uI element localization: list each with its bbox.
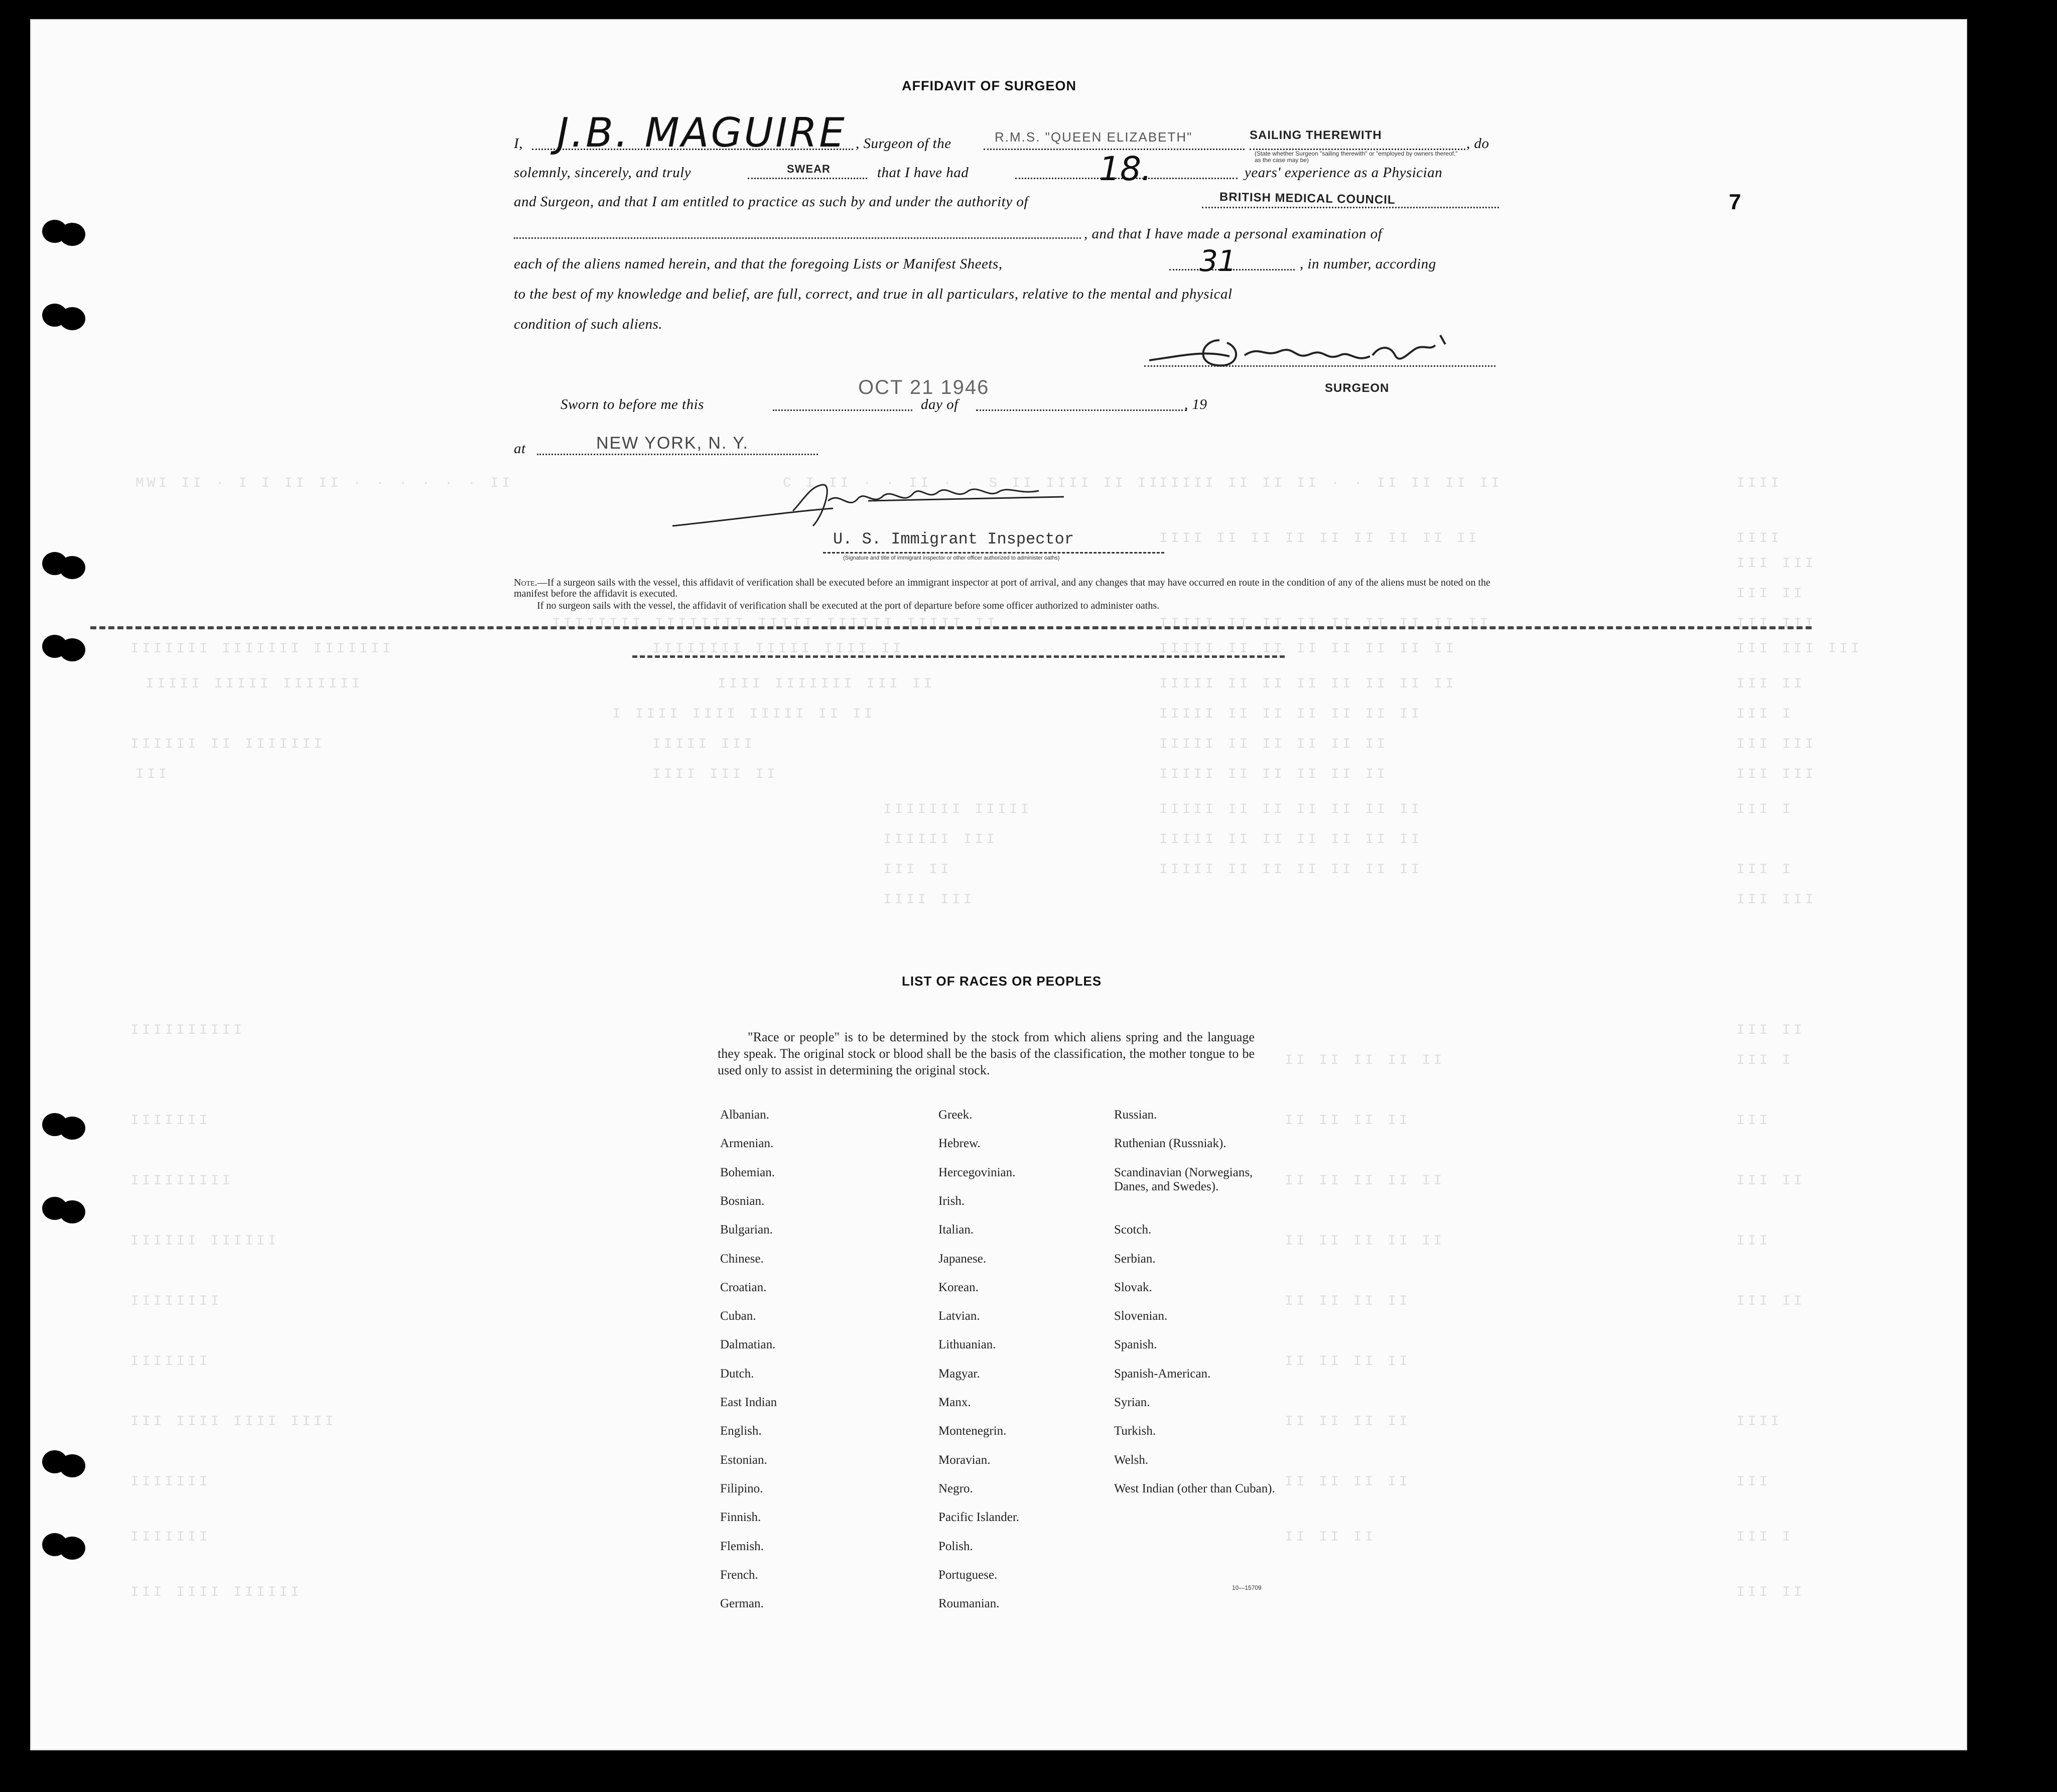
race-entry: French. (720, 1568, 758, 1582)
sheet-count: 31 (1199, 244, 1237, 278)
sworn-day-line (773, 409, 912, 411)
race-entry: Manx. (938, 1396, 971, 1409)
race-entry: Croatian. (720, 1280, 767, 1294)
surgeon-name: J.B. MAGUIRE (557, 109, 847, 156)
inspector-note: (Signature and title of immigrant inspector or other officer authorized to administer oaths) (843, 555, 1060, 561)
race-entry: Dutch. (720, 1366, 754, 1381)
authority-line-continued (514, 237, 1081, 239)
race-entry: Japanese. (938, 1252, 987, 1266)
race-entry: Filipino. (720, 1481, 763, 1495)
years-experience: 18. (1099, 150, 1152, 188)
affidavit-note-2: If no surgeon sails with the vessel, the affidavit of verification shall be executed at the port of departure before some officer authorized to administer oaths. (537, 600, 1160, 611)
race-entry: Irish. (938, 1194, 965, 1208)
place-line (537, 454, 818, 455)
oath-line (748, 178, 867, 179)
binder-hole (59, 307, 85, 330)
examination-text: , and that I have made a personal examination of (1084, 226, 1383, 242)
note-text: —If a surgeon sails with the vessel, this affidavit of verification shall be executed before an immigrant inspector at port of arrival, and any changes that may have occurred en route in the condition of any of the aliens must be noted on the manifest before the affidavit is executed. (514, 577, 1490, 599)
sailing-note: (State whether Surgeon "sailing therewith" or "employed by owners thereof," as the case may be) (1255, 150, 1458, 164)
race-entry: Scandinavian (Norwegians, Danes, and Swedes). (1114, 1165, 1253, 1193)
day-of-text: day of (921, 396, 958, 412)
race-entry: Italian. (938, 1223, 974, 1237)
note-label: Note. (514, 577, 537, 588)
race-entry: Montenegrin. (938, 1424, 1007, 1438)
binder-hole (59, 638, 85, 661)
date-stamp: OCT 21 1946 (858, 376, 990, 398)
race-entry: Roumanian. (938, 1597, 1000, 1611)
in-number-text: , in number, according (1300, 256, 1436, 272)
binder-hole (59, 1117, 85, 1140)
race-entry: Moravian. (938, 1453, 991, 1467)
solemnly-text: solemnly, sincerely, and truly (514, 165, 692, 181)
race-entry: Lithuanian. (938, 1338, 996, 1352)
at-label: at (514, 441, 526, 457)
sworn-text: Sworn to before me this (561, 396, 704, 412)
do-text: , do (1466, 135, 1489, 152)
sailing-status: SAILING THEREWITH (1250, 128, 1382, 142)
condition-text: condition of such aliens. (514, 316, 663, 332)
year-prefix: , 19 (1184, 396, 1207, 412)
races-intro: "Race or people" is to be determined by the stock from which aliens spring and the language they speak. The original stock or blood shall be the basis of the classification, the mother tongue to be used only to assist in determining the original stock. (718, 1030, 1255, 1077)
surgeon-of-the-text: , Surgeon of the (856, 135, 951, 152)
race-entry: Spanish-American. (1114, 1366, 1211, 1381)
bleed-through-rule (90, 626, 1812, 629)
race-entry: Slovak. (1114, 1280, 1152, 1294)
knowledge-text: to the best of my knowledge and belief, are full, correct, and true in all particulars, relative to the mental and physical (514, 286, 1232, 302)
i-prefix: I, (514, 135, 523, 152)
race-entry: East Indian (720, 1396, 777, 1409)
authority-name: BRITISH MEDICAL COUNCIL (1219, 190, 1396, 207)
race-entry: Serbian. (1114, 1252, 1156, 1266)
race-entry: Korean. (938, 1280, 979, 1294)
binder-hole (59, 1200, 85, 1223)
race-entry: Turkish. (1114, 1424, 1156, 1438)
races-title: LIST OF RACES OR PEOPLES (902, 974, 1102, 989)
race-entry: Albanian. (720, 1108, 769, 1122)
manifest-sheets-text: each of the aliens named herein, and that the foregoing Lists or Manifest Sheets, (514, 256, 1003, 272)
authority-text: and Surgeon, and that I am entitled to practice as such by and under the authority of (514, 194, 1028, 210)
race-entry: Slovenian. (1114, 1309, 1168, 1323)
race-entry: Polish. (938, 1539, 973, 1553)
race-entry: Hercegovinian. (938, 1165, 1016, 1179)
form-number: 10—15709 (1232, 1584, 1262, 1591)
binder-hole (59, 1537, 85, 1560)
affidavit-note (514, 577, 1497, 599)
race-entry: Scotch. (1114, 1223, 1152, 1237)
race-entry: Welsh. (1114, 1453, 1149, 1467)
place-stamp: NEW YORK, N. Y. (596, 434, 749, 453)
sheet-mark: 7 (1729, 190, 1741, 214)
race-entry: Syrian. (1114, 1396, 1150, 1409)
race-entry: English. (720, 1424, 762, 1438)
race-entry: Finnish. (720, 1510, 761, 1525)
race-entry: Ruthenian (Russniak). (1114, 1137, 1226, 1151)
race-entry: Bohemian. (720, 1165, 775, 1179)
race-entry: Russian. (1114, 1108, 1157, 1122)
race-entry: Dalmatian. (720, 1338, 776, 1352)
race-entry: Bulgarian. (720, 1223, 773, 1237)
authority-line (1202, 207, 1499, 208)
manifest-page (30, 19, 1967, 1750)
race-entry: Magyar. (938, 1366, 980, 1381)
race-entry: Estonian. (720, 1453, 767, 1467)
race-entry: Portuguese. (938, 1568, 998, 1582)
surgeon-label: SURGEON (1325, 381, 1390, 395)
affidavit-title: AFFIDAVIT OF SURGEON (902, 78, 1076, 93)
race-entry: West Indian (other than Cuban). (1114, 1481, 1275, 1495)
bleed-through-background: MWI II · I I II II · · · · · · II C I II · · II · · S II IIII II II IIIII II II II · · II II II II IIII IIII II II II II II II II II IIII III III III II IIIIIIII IIIIIIII IIIII IIIIII IIIII II IIIII II II II II II II II II III III IIIIIII IIIIIII IIIIIII IIIIIIII IIIII IIII II IIIII II II II II II II II III III III IIIII IIIII IIIIIII IIII IIIIIII III II IIIII II II II II II II II III II I IIII IIII IIIII II II IIIII II II II II II II III I IIIIII II IIIIIII IIIII III IIIII II II II II II III III III IIII III II IIIII II II II II II III III IIIIIII IIIII IIIII II II II II II II III I IIIIII III IIIII II II II II II II III II IIIII II II II II II II III I IIII III III III IIIIIIIIII III II II II II II II III I IIIIIII II II II II III IIIIIIIII II II II II II III II IIIIII IIIIII II II II II II III IIIIIIII II II II II III II IIIIIII II II II II III IIII IIII IIII II II II II IIII IIIIIII II II II II III IIIIIII II II II III I III IIII IIIIII III II (130, 476, 1862, 1600)
race-entry: Negro. (938, 1481, 973, 1495)
race-entry: Flemish. (720, 1539, 764, 1553)
race-entry: Cuban. (720, 1309, 756, 1323)
race-entry: Spanish. (1114, 1338, 1157, 1352)
have-had-text: that I have had (877, 165, 969, 181)
race-entry: Armenian. (720, 1137, 774, 1151)
race-entry: Chinese. (720, 1252, 764, 1266)
race-entry: Bosnian. (720, 1194, 765, 1208)
binder-hole (59, 1454, 85, 1477)
binder-hole (59, 556, 85, 579)
race-entry: Pacific Islander. (938, 1510, 1020, 1525)
race-entry: Hebrew. (938, 1137, 981, 1151)
race-entry: Greek. (938, 1108, 973, 1122)
bleed-through-rule (632, 655, 1285, 658)
inspector-title: U. S. Immigrant Inspector (833, 530, 1074, 548)
vessel-name: R.M.S. "QUEEN ELIZABETH" (995, 129, 1193, 145)
race-entry: German. (720, 1597, 764, 1611)
sworn-month-line (976, 409, 1187, 411)
binder-hole (59, 223, 85, 246)
oath-type: SWEAR (787, 163, 831, 175)
years-text: years' experience as a Physician (1245, 165, 1443, 181)
surgeon-signature (1144, 320, 1505, 375)
inspector-line (823, 552, 1164, 554)
race-entry: Latvian. (938, 1309, 980, 1323)
